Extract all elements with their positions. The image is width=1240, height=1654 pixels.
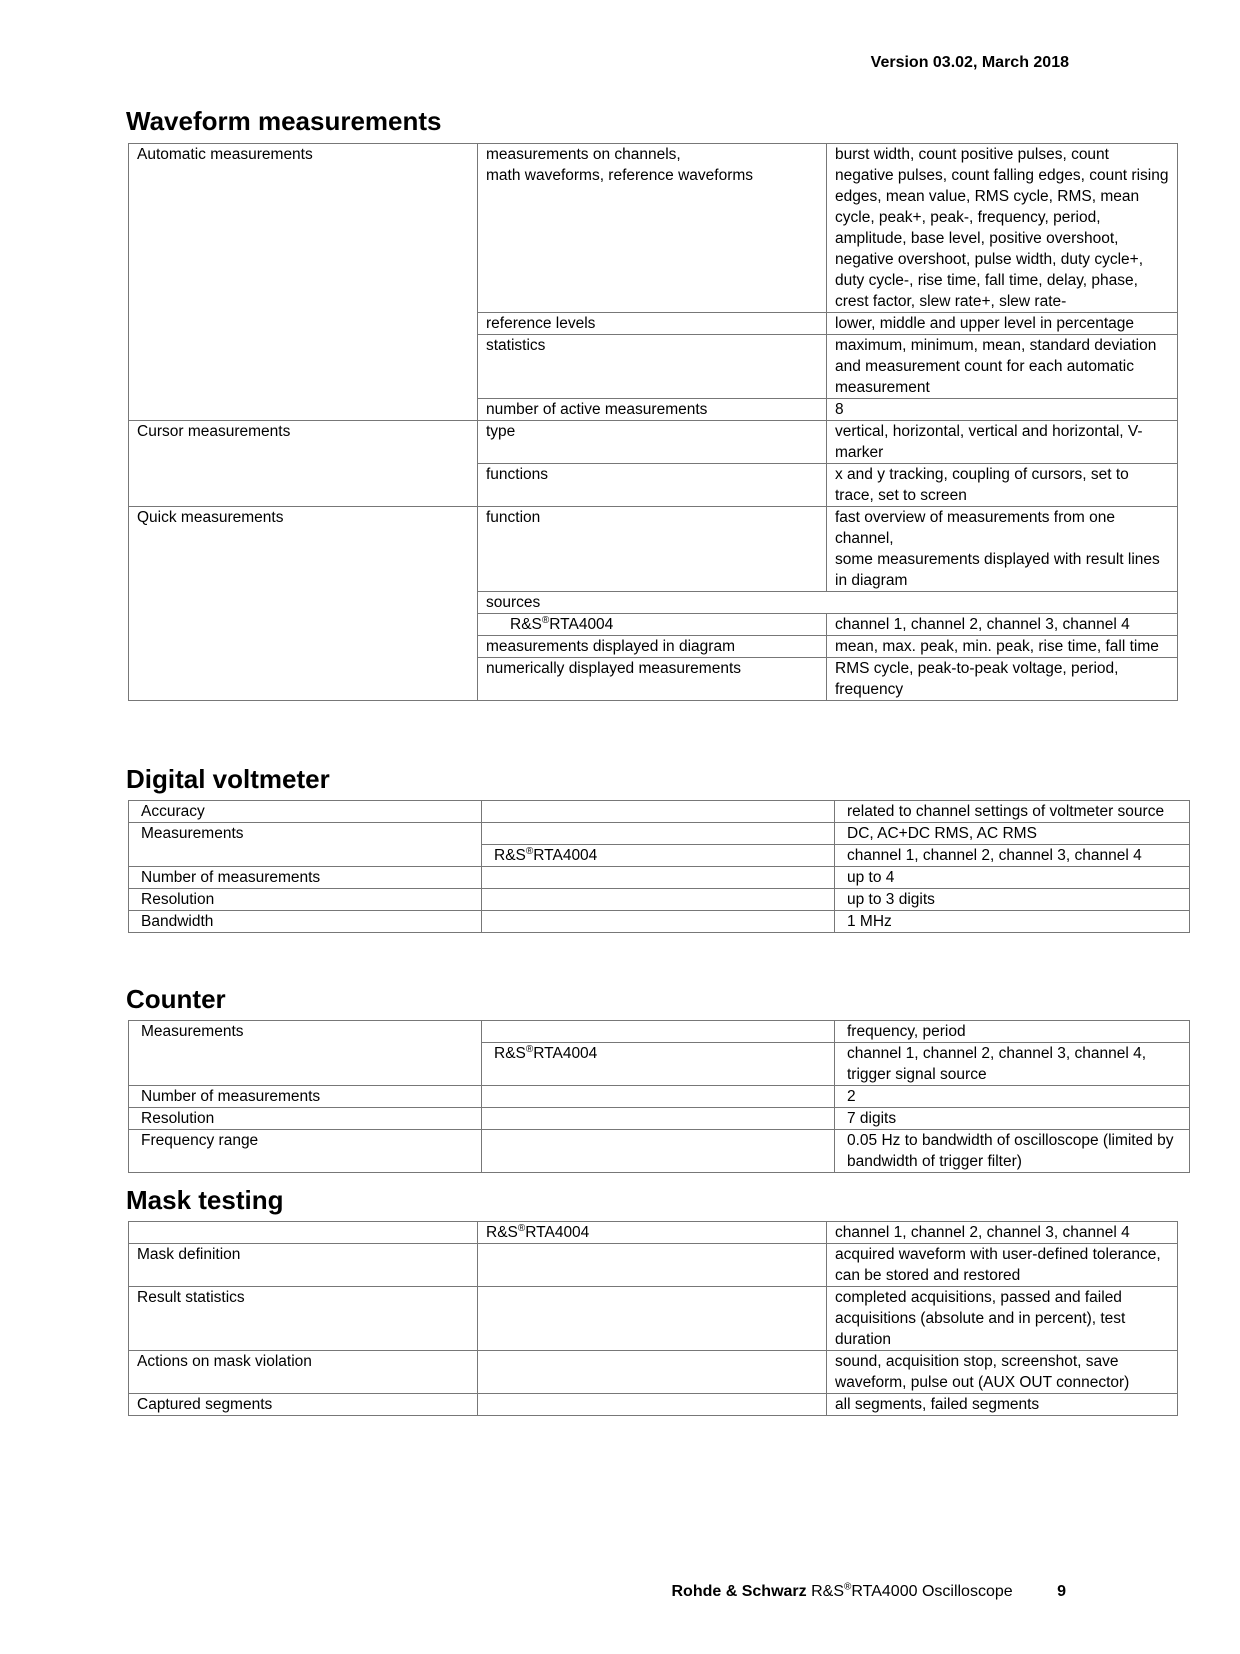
param-value: channel 1, channel 2, channel 3, channel 4, trigger signal source (835, 1043, 1190, 1086)
param-value: channel 1, channel 2, channel 3, channel 4 (835, 845, 1190, 867)
empty-cell (478, 1244, 827, 1287)
row-label: Quick measurements (129, 507, 478, 701)
table-row (129, 1244, 1178, 1287)
param-label: measurements on channels, math waveforms, reference waveforms (478, 144, 827, 313)
param-value: DC, AC+DC RMS, AC RMS (835, 823, 1190, 845)
row-label: Captured segments (129, 1394, 478, 1416)
param-value: maximum, minimum, mean, standard deviation and measurement count for each automatic measurement (827, 335, 1178, 399)
param-label: statistics (478, 335, 827, 399)
table-row (129, 1021, 1190, 1043)
param-value: 7 digits (835, 1108, 1190, 1130)
param-value: 0.05 Hz to bandwidth of oscilloscope (limited by bandwidth of trigger filter) (835, 1130, 1190, 1173)
table-row (129, 1108, 1190, 1130)
table-row (129, 867, 1190, 889)
table-row (129, 1222, 1178, 1244)
param-value: up to 3 digits (835, 889, 1190, 911)
waveform-measurements-table (128, 143, 1178, 701)
section-title-voltmeter: Digital voltmeter (126, 764, 330, 794)
table-row (129, 801, 1190, 823)
empty-cell (482, 889, 835, 911)
table-row (129, 421, 1178, 464)
param-value: 1 MHz (835, 911, 1190, 933)
counter-table (128, 1020, 1190, 1173)
empty-cell (482, 1130, 835, 1173)
param-label: functions (478, 464, 827, 507)
page-number: 9 (1057, 1583, 1066, 1600)
param-value: mean, max. peak, min. peak, rise time, fall time (827, 636, 1178, 658)
param-value: completed acquisitions, passed and failed acquisitions (absolute and in percent), test duration (827, 1287, 1178, 1351)
row-label: Measurements (129, 823, 482, 867)
param-value: channel 1, channel 2, channel 3, channel 4 (827, 1222, 1178, 1244)
row-label: Number of measurements (129, 867, 482, 889)
empty-cell (482, 823, 835, 845)
mask-testing-table (128, 1221, 1178, 1416)
empty-cell (482, 1108, 835, 1130)
param-value: channel 1, channel 2, channel 3, channel 4 (827, 614, 1178, 636)
param-value: vertical, horizontal, vertical and horizontal, V-marker (827, 421, 1178, 464)
param-value: 2 (835, 1086, 1190, 1108)
param-value: lower, middle and upper level in percentage (827, 313, 1178, 335)
table-row (129, 823, 1190, 845)
param-value: frequency, period (835, 1021, 1190, 1043)
table-row (129, 1351, 1178, 1394)
param-label: measurements displayed in diagram (478, 636, 827, 658)
row-label: Measurements (129, 1021, 482, 1086)
param-label: sources (478, 592, 1178, 614)
table-row (129, 1130, 1190, 1173)
model-name: R&S®RTA4004 (482, 845, 835, 867)
row-label: Actions on mask violation (129, 1351, 478, 1394)
row-label: Frequency range (129, 1130, 482, 1173)
empty-cell (129, 1222, 478, 1244)
param-value: RMS cycle, peak-to-peak voltage, period, frequency (827, 658, 1178, 701)
param-value: x and y tracking, coupling of cursors, set to trace, set to screen (827, 464, 1178, 507)
model-name: R&S®RTA4004 (482, 1043, 835, 1086)
footer-company: Rohde & Schwarz (671, 1583, 807, 1600)
row-label: Number of measurements (129, 1086, 482, 1108)
row-label: Mask definition (129, 1244, 478, 1287)
empty-cell (478, 1287, 827, 1351)
row-label: Resolution (129, 1108, 482, 1130)
model-name: R&S®RTA4004 (478, 614, 827, 636)
section-title-counter: Counter (126, 984, 226, 1014)
empty-cell (482, 911, 835, 933)
voltmeter-table (128, 800, 1190, 933)
empty-cell (482, 801, 835, 823)
model-name: R&S®RTA4004 (478, 1222, 827, 1244)
param-label: type (478, 421, 827, 464)
empty-cell (482, 1021, 835, 1043)
table-row (129, 1086, 1190, 1108)
param-value: burst width, count positive pulses, count negative pulses, count falling edges, count rising edges, mean value, RMS cycle, RMS, mean cycle, peak+, peak-, frequency, period, amplitude, base level, positive overshoot, negative overshoot, pulse width, duty cycle+, duty cycle-, rise time, fall time, delay, phase, crest factor, slew rate+, slew rate- (827, 144, 1178, 313)
param-value: sound, acquisition stop, screenshot, save waveform, pulse out (AUX OUT connector) (827, 1351, 1178, 1394)
section-title-mask-testing: Mask testing (126, 1185, 284, 1215)
empty-cell (478, 1394, 827, 1416)
row-label: Accuracy (129, 801, 482, 823)
param-value: all segments, failed segments (827, 1394, 1178, 1416)
row-label: Result statistics (129, 1287, 478, 1351)
row-label: Automatic measurements (129, 144, 478, 421)
empty-cell (482, 867, 835, 889)
param-label: function (478, 507, 827, 592)
param-value: acquired waveform with user-defined tolerance, can be stored and restored (827, 1244, 1178, 1287)
section-title-waveform: Waveform measurements (126, 106, 442, 136)
param-label: numerically displayed measurements (478, 658, 827, 701)
param-value: 8 (827, 399, 1178, 421)
param-label: reference levels (478, 313, 827, 335)
table-row (129, 911, 1190, 933)
param-label: number of active measurements (478, 399, 827, 421)
footer-product: R&S®RTA4000 Oscilloscope (811, 1581, 1013, 1600)
table-row (129, 1394, 1178, 1416)
row-label: Bandwidth (129, 911, 482, 933)
param-value: fast overview of measurements from one channel, some measurements displayed with result lines in diagram (827, 507, 1178, 592)
param-value: up to 4 (835, 867, 1190, 889)
param-value: related to channel settings of voltmeter source (835, 801, 1190, 823)
table-row (129, 507, 1178, 592)
document-version: Version 03.02, March 2018 (870, 54, 1069, 71)
table-row (129, 889, 1190, 911)
row-label: Resolution (129, 889, 482, 911)
row-label: Cursor measurements (129, 421, 478, 507)
empty-cell (482, 1086, 835, 1108)
table-row (129, 144, 1178, 313)
table-row (129, 1287, 1178, 1351)
empty-cell (478, 1351, 827, 1394)
page-footer (672, 1583, 1067, 1601)
